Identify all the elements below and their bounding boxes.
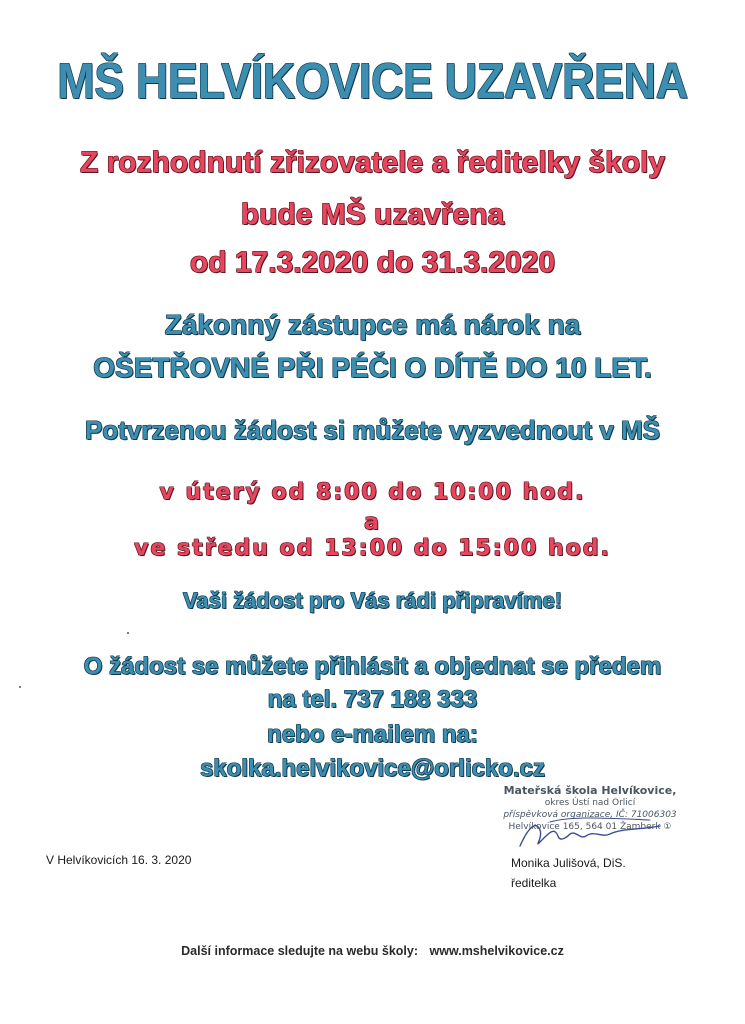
- decision-line-1: Z rozhodnutí zřizovatele a ředitelky školy: [79, 146, 666, 179]
- pickup-intro: Potvrzenou žádost si můžete vyzvednout v MŠ: [85, 415, 660, 445]
- contact-line-1: O žádost se můžete přihlásit a objednat se předem: [83, 653, 662, 680]
- pickup-conjunction: a: [364, 510, 381, 535]
- closure-dates: od 17.3.2020 do 31.3.2020: [189, 246, 556, 279]
- signer-role: ředitelka: [511, 876, 557, 890]
- care-line-1: Zákonný zástupce má nárok na: [164, 309, 581, 340]
- footer-label: Další informace sledujte na webu školy:: [181, 944, 419, 958]
- signature-mark: [510, 808, 680, 858]
- footer: [0, 944, 745, 958]
- signer-name: Monika Julišová, DiS.: [511, 856, 626, 870]
- prepare-text: Vaši žádost pro Vás rádi připravíme!: [182, 588, 563, 613]
- scan-speck: [19, 686, 21, 688]
- care-line-2: OŠETŘOVNÉ PŘI PÉČI O DÍTĚ DO 10 LET.: [93, 352, 652, 383]
- decision-line-2: bude MŠ uzavřena: [240, 198, 505, 231]
- footer-website-link[interactable]: www.mshelvikovice.cz: [429, 944, 564, 958]
- place-and-date: V Helvíkovicích 16. 3. 2020: [46, 853, 192, 867]
- notice-title: MŠ HELVÍKOVICE UZAVŘENA: [57, 53, 688, 109]
- contact-phone: na tel. 737 188 333: [267, 686, 478, 713]
- contact-email: skolka.helvikovice@orlicko.cz: [200, 755, 545, 782]
- stamp-address: Helvíkovice 165, 564 01 Žamberk ①: [508, 822, 672, 832]
- stamp-org: příspěvková organizace, IČ: 71006303: [503, 810, 677, 820]
- scan-speck: [127, 632, 129, 634]
- contact-email-intro: nebo e-mailem na:: [267, 721, 478, 748]
- stamp-district: okres Ústí nad Orlicí: [544, 798, 636, 808]
- pickup-tuesday: v úterý od 8:00 do 10:00 hod.: [159, 480, 586, 505]
- signer-block: [511, 853, 626, 893]
- pickup-wednesday: ve středu od 13:00 do 15:00 hod.: [134, 536, 611, 561]
- stamp-title: Mateřská škola Helvíkovice,: [503, 784, 677, 797]
